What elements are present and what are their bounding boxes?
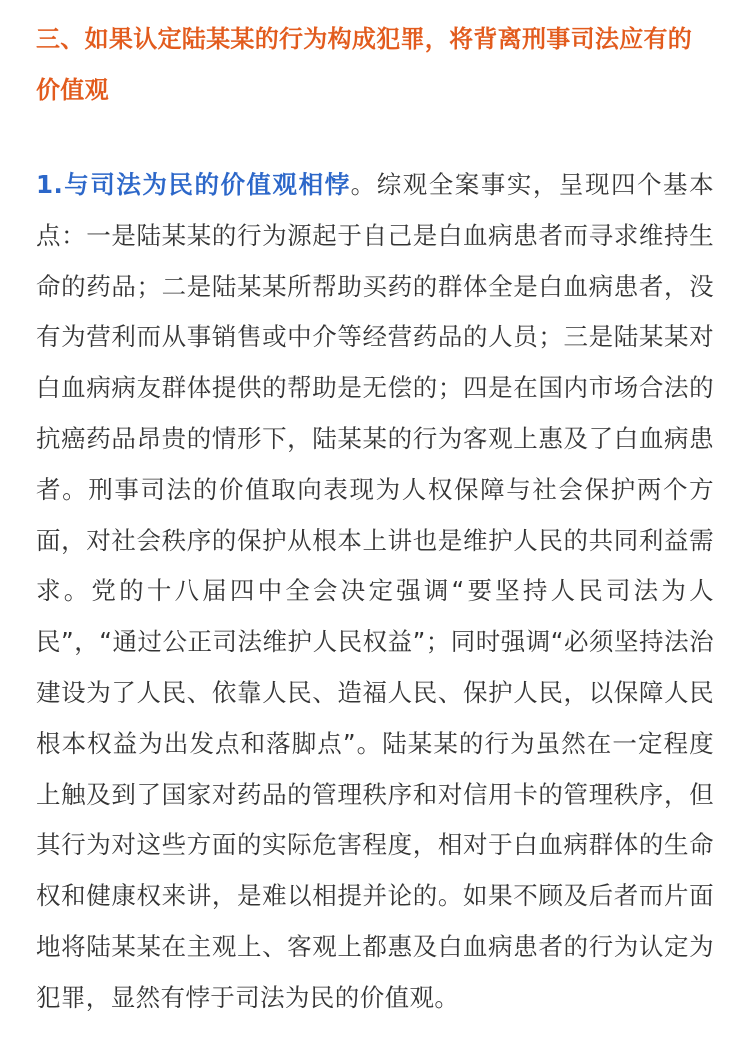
paragraph-lead: 1.与司法为民的价值观相悖 <box>36 170 351 199</box>
paragraph-body: 。综观全案事实，呈现四个基本点：一是陆某某的行为源起于自己是白血病患者而寻求维持生命的药品；二是陆某某所帮助买药的群体全是白血病患者，没有为营利而从事销售或中介等经营药品的人员；三是陆某某对白血病病友群体提供的帮助是无偿的；四是在国内市场合法的抗癌药品昂贵的情形下，陆某某的行为客观上惠及了白血病患者。刑事司法的价值取向表现为人权保障与社会保护两个方面，对社会秩序的保护从根本上讲也是维护人民的共同利益需求。党的十八届四中全会决定强调“要坚持人民司法为人民”，“通过公正司法维护人民权益”；同时强调“必须坚持法治建设为了人民、依靠人民、造福人民、保护人民，以保障人民根本权益为出发点和落脚点”。陆某某的行为虽然在一定程度上触及到了国家对药品的管理秩序和对信用卡的管理秩序，但其行为对这些方面的实际危害程度，相对于白血病群体的生命权和健康权来讲，是难以相提并论的。如果不顾及后者而片面地将陆某某在主观上、客观上都惠及白血病患者的行为认定为犯罪，显然有悖于司法为民的价值观。 <box>36 170 714 1012</box>
section-heading: 三、如果认定陆某某的行为构成犯罪，将背离刑事司法应有的价值观 <box>36 25 693 104</box>
body-paragraph <box>36 160 714 1024</box>
